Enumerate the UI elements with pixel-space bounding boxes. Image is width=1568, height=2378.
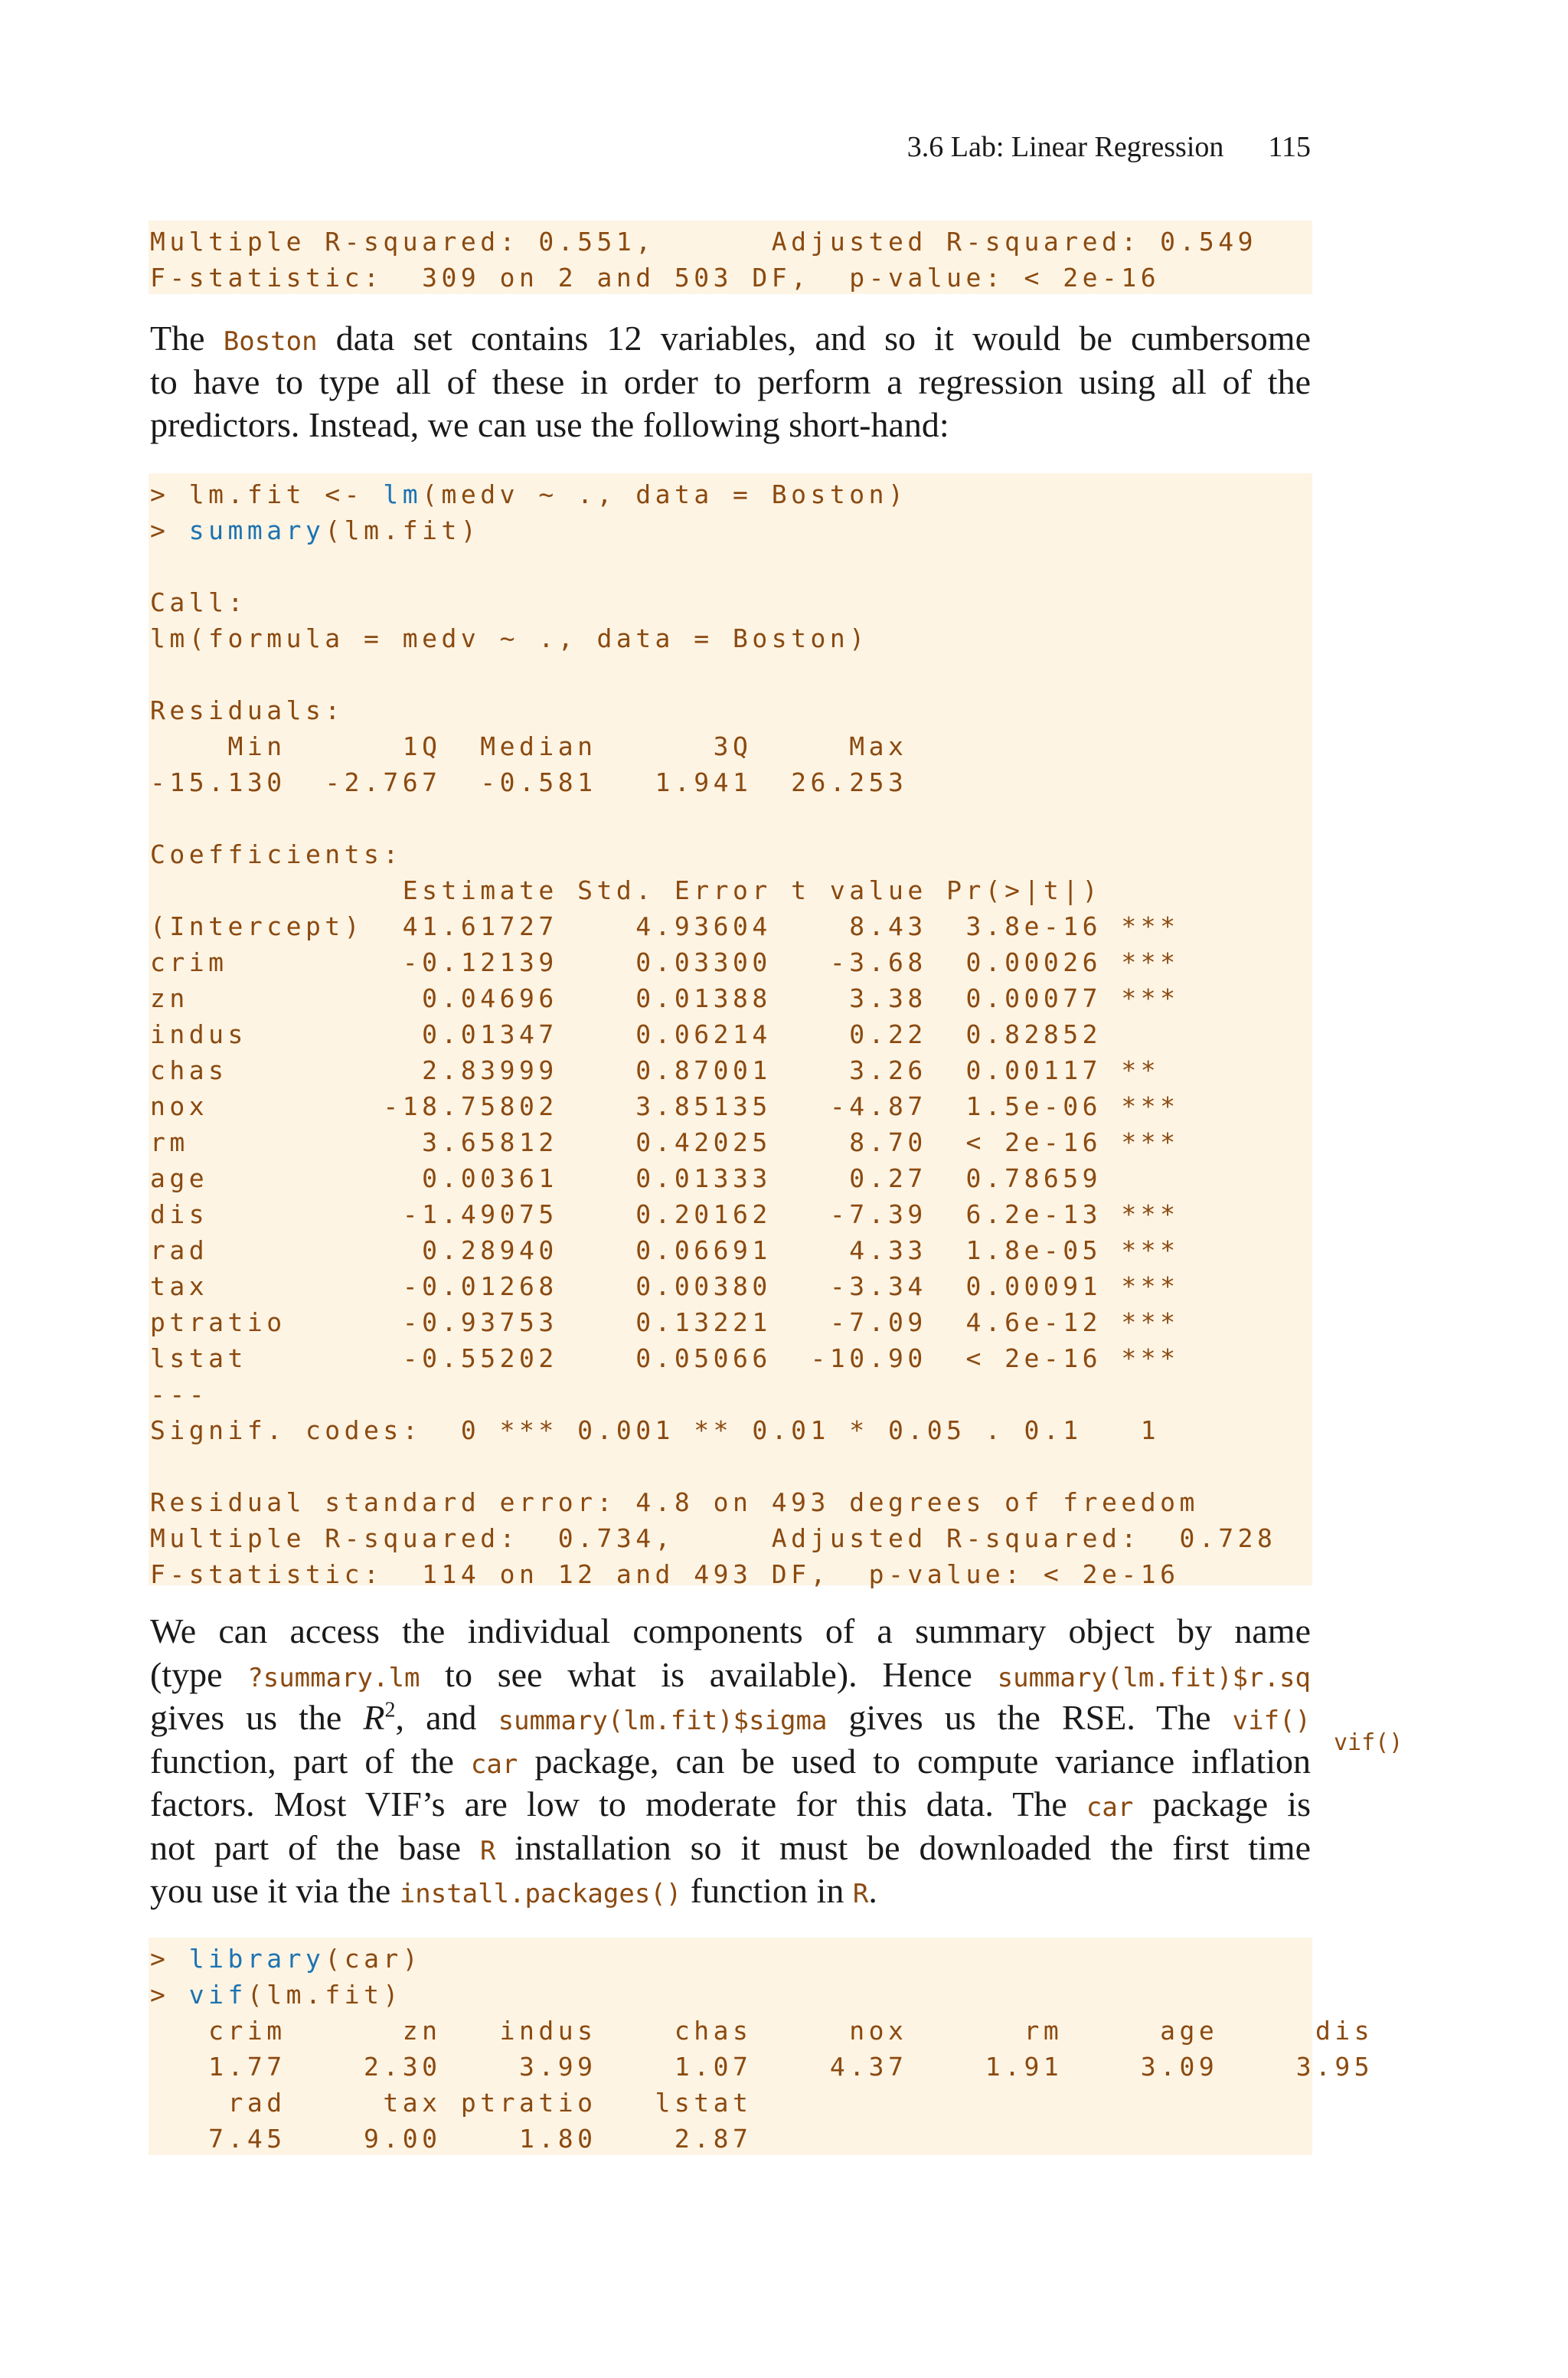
code-line: F-statistic: 114 on 12 and 493 DF, p-value: < 2e-16 — [150, 1559, 1180, 1589]
inline-code-r: R — [852, 1879, 869, 1909]
code-line: 7.45 9.00 1.80 2.87 — [150, 2124, 753, 2154]
prose-line: (type ?summary.lm to see what is available). Hence summary(lm.fit)$r.sq — [150, 1654, 1311, 1694]
code-line: Signif. codes: 0 *** 0.001 ** 0.01 * 0.05 . 0.1 1 — [150, 1415, 1161, 1445]
inline-code-car: car — [470, 1748, 518, 1780]
code-line: crim -0.12139 0.03300 -3.68 0.00026 *** — [150, 947, 1180, 977]
code-line: Call: — [150, 587, 247, 617]
code-line: > vif(lm.fit) — [150, 1980, 403, 2010]
code-line: Residual standard error: 4.8 on 493 degrees of freedom — [150, 1487, 1199, 1517]
code-line: rm 3.65812 0.42025 8.70 < 2e-16 *** — [150, 1127, 1180, 1157]
running-header — [150, 129, 1311, 165]
inline-code-boston: Boston — [223, 326, 318, 357]
prose-line: predictors. Instead, we can use the following short-hand: — [150, 405, 949, 444]
code-line: Multiple R-squared: 0.551, Adjusted R-squared: 0.549 — [150, 227, 1257, 257]
prose-line: factors. Most VIF’s are low to moderate for this data. The car package is — [150, 1784, 1311, 1824]
code-line: > summary(lm.fit) — [150, 515, 481, 545]
code-line: > lm.fit <- lm(medv ~ ., data = Boston) — [150, 479, 908, 509]
code-line: Coefficients: — [150, 839, 403, 869]
code-line: Min 1Q Median 3Q Max — [150, 731, 908, 761]
inline-code-r-sq: summary(lm.fit)$r.sq — [997, 1662, 1311, 1693]
prose-line: not part of the base R installation so it must be downloaded the first time — [150, 1827, 1311, 1867]
inline-code-car: car — [1086, 1792, 1134, 1823]
code-block-vif-output — [149, 1938, 1374, 2155]
prose-line: you use it via the install.packages() function in R. — [150, 1871, 877, 1910]
inline-code-install-packages: install.packages() — [399, 1879, 682, 1909]
code-line: rad tax ptratio lstat — [150, 2088, 753, 2118]
inline-code-vif: vif() — [1232, 1706, 1311, 1736]
code-line: nox -18.75802 3.85135 -4.87 1.5e-06 *** — [150, 1091, 1180, 1121]
code-line: 1.77 2.30 3.99 1.07 4.37 1.91 3.09 3.95 — [150, 2052, 1374, 2082]
code-line: zn 0.04696 0.01388 3.38 0.00077 *** — [150, 983, 1180, 1013]
prose-line: We can access the individual components of a summary object by name — [150, 1611, 1311, 1650]
code-line: crim zn indus chas nox rm age dis — [150, 2016, 1374, 2046]
function-summary: summary — [188, 515, 325, 545]
prose-line: gives us the $R^2$, and summary(lm.fit)$sigma gives us the RSE. The vif() — [150, 1698, 1311, 1737]
code-line: dis -1.49075 0.20162 -7.39 6.2e-13 *** — [150, 1199, 1180, 1229]
code-line: age 0.00361 0.01333 0.27 0.78659 — [150, 1163, 1102, 1193]
code-line: rad 0.28940 0.06691 4.33 1.8e-05 *** — [150, 1235, 1180, 1265]
code-line — [150, 1448, 1312, 1484]
code-line: indus 0.01347 0.06214 0.22 0.82852 — [150, 1019, 1102, 1049]
prose-line: The Boston data set contains 12 variables, and so it would be cumbersome — [150, 319, 1311, 358]
code-line: -15.130 -2.767 -0.581 1.941 26.253 — [150, 767, 908, 797]
inline-code-sigma: summary(lm.fit)$sigma — [498, 1706, 828, 1736]
code-line: Residuals: — [150, 695, 345, 725]
inline-code-r: R — [479, 1835, 496, 1866]
page-number: 115 — [1268, 131, 1311, 163]
prose-line: to have to type all of these in order to perform a regression using all of the — [150, 361, 1311, 401]
code-line: chas 2.83999 0.87001 3.26 0.00117 ** — [150, 1055, 1161, 1085]
code-line: > library(car) — [150, 1944, 423, 1974]
code-block-regression-summary — [149, 473, 1312, 1589]
code-line: Multiple R-squared: 0.734, Adjusted R-squared: 0.728 — [150, 1523, 1277, 1553]
inline-code-summary-lm: ?summary.lm — [247, 1662, 420, 1693]
code-line: (Intercept) 41.61727 4.93604 8.43 3.8e-16 *** — [150, 911, 1180, 941]
code-line — [150, 548, 1312, 584]
code-line: ptratio -0.93753 0.13221 -7.09 4.6e-12 *** — [150, 1307, 1180, 1337]
code-line: lstat -0.55202 0.05066 -10.90 < 2e-16 *** — [150, 1343, 1180, 1373]
paragraph-summary-components — [150, 1610, 1311, 1913]
code-line: Estimate Std. Error t value Pr(>|t|) — [150, 875, 1102, 905]
margin-note-vif: vif() — [1334, 1729, 1403, 1756]
paragraph-boston-dataset — [150, 317, 1311, 447]
prose-line: function, part of the car package, can be used to compute variance inflation — [150, 1741, 1311, 1781]
header-title: 3.6 Lab: Linear Regression — [906, 131, 1224, 163]
code-line: F-statistic: 309 on 2 and 503 DF, p-value: < 2e-16 — [150, 263, 1161, 293]
code-line — [150, 656, 1312, 692]
function-lm: lm — [383, 479, 423, 509]
code-block-r-output-1 — [149, 221, 1312, 294]
function-library: library — [188, 1944, 325, 1974]
code-line — [150, 800, 1312, 836]
function-vif: vif — [188, 1980, 247, 2010]
code-line: lm(formula = medv ~ ., data = Boston) — [150, 623, 869, 653]
code-line: --- — [150, 1379, 209, 1409]
code-line: tax -0.01268 0.00380 -3.34 0.00091 *** — [150, 1271, 1180, 1301]
